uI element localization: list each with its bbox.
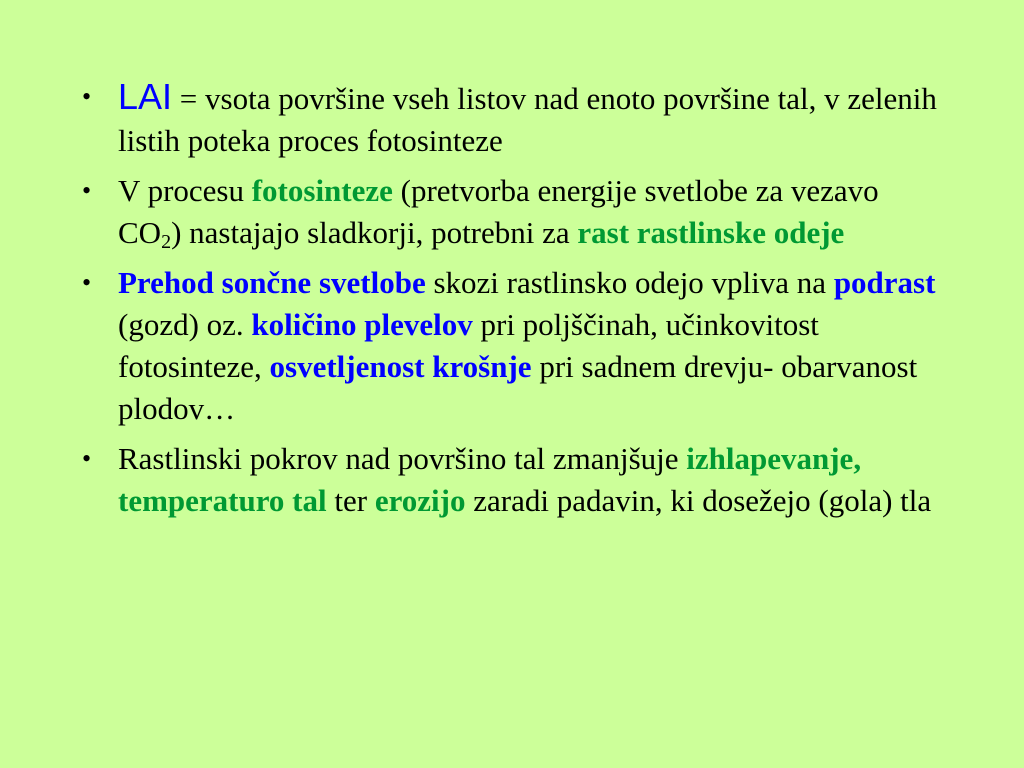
bullet-list: [78, 76, 948, 530]
bullet-text: ter: [326, 483, 375, 518]
bullet-text: zaradi padavin, ki dosežejo (gola) tla: [465, 483, 932, 518]
bullet-text: Rastlinski pokrov nad površino tal zmanjšuje: [118, 441, 687, 476]
bullet-text: ) nastajajo sladkorji, potrebni za: [171, 215, 578, 250]
bullet-lai: [78, 76, 948, 162]
bullet-text: (gozd) oz.: [118, 307, 252, 342]
co2-subscript: 2: [161, 231, 172, 253]
bullet-text: pri poljščinah, učinkovitost fotosinteze,: [118, 307, 819, 384]
bullet-dot: •: [82, 268, 92, 297]
bullet-sunlight: [78, 262, 948, 430]
term-kolicino-plevelov: količino plevelov: [251, 307, 473, 342]
term-lai: LAI: [118, 76, 173, 117]
term-fotosinteze: fotosinteze: [251, 173, 393, 208]
term-prehod-soncne-svetlobe: Prehod sončne svetlobe: [118, 265, 426, 300]
bullet-text: (pretvorba energije svetlobe za vezavo CO: [118, 173, 879, 250]
bullet-plant-cover: [78, 438, 948, 522]
term-erozijo: erozijo: [374, 483, 466, 518]
bullet-photosynthesis: [78, 170, 948, 254]
term-rast-rastlinske-odeje: rast rastlinske odeje: [577, 215, 845, 250]
bullet-dot: •: [82, 444, 92, 473]
bullet-text: pri sadnem drevju- obarvanost plodov…: [118, 349, 918, 426]
term-izhlapevanje-temperaturo-tal: izhlapevanje, temperaturo tal: [118, 441, 862, 518]
bullet-dot: •: [82, 82, 92, 111]
term-podrast: podrast: [833, 265, 936, 300]
lai-definition: = vsota površine vseh listov nad enoto površine tal, v zelenih listih poteka proces fotosinteze: [118, 81, 937, 158]
bullet-text: skozi rastlinsko odejo vpliva na: [425, 265, 834, 300]
bullet-dot: •: [82, 176, 92, 205]
bullet-text: V procesu: [118, 173, 252, 208]
term-osvetljenost-krosnje: osvetljenost krošnje: [269, 349, 532, 384]
